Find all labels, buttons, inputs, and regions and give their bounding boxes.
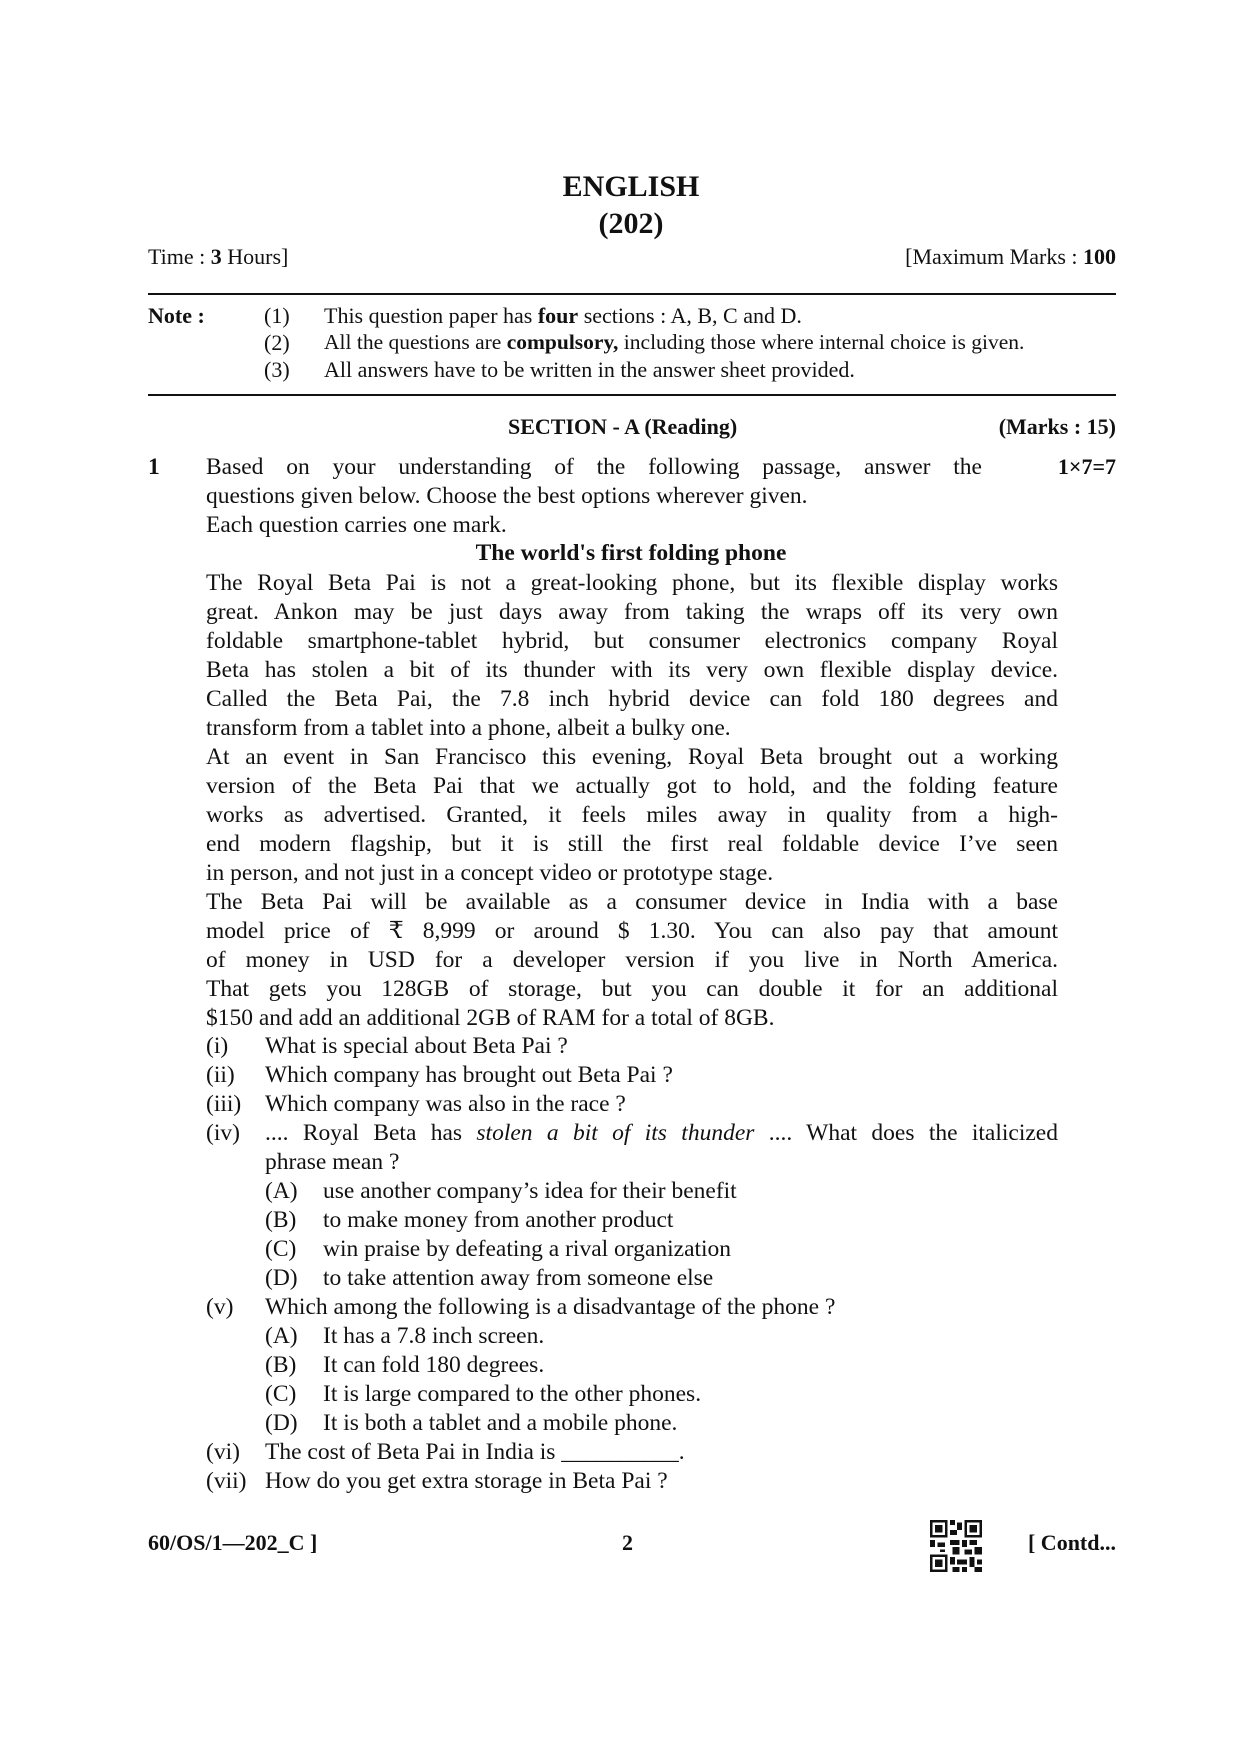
passage-line: The Beta Pai will be available as a consumer device in India with a base <box>206 889 1058 915</box>
passage-line: version of the Beta Pai that we actually got to hold, and the folding feature <box>206 773 1058 799</box>
sub-question-text: Which company was also in the race ? <box>265 1091 626 1117</box>
note-number: (2) <box>264 330 290 355</box>
question-marks: 1×7=7 <box>1057 454 1116 479</box>
bottom-divider <box>148 394 1116 396</box>
option-letter: (D) <box>265 1410 298 1436</box>
option-text: It has a 7.8 inch screen. <box>323 1323 545 1349</box>
sub-question-text-continued: phrase mean ? <box>265 1149 400 1175</box>
question-intro-line: Based on your understanding of the following passage, answer the <box>206 454 982 480</box>
sub-question-number: (iii) <box>206 1091 242 1117</box>
question-intro-line: Each question carries one mark. <box>206 512 507 538</box>
passage-line: model price of ₹ 8,999 or around $ 1.30. You can also pay that amount <box>206 918 1058 944</box>
note-number: (3) <box>264 357 290 382</box>
passage-line: foldable smartphone-tablet hybrid, but consumer electronics company Royal <box>206 628 1058 654</box>
option-letter: (C) <box>265 1381 297 1407</box>
passage-line: end modern flagship, but it is still the first real foldable device I’ve seen <box>206 831 1058 857</box>
option-text: use another company’s idea for their benefit <box>323 1178 737 1204</box>
option-text: It is large compared to the other phones. <box>323 1381 702 1407</box>
option-letter: (C) <box>265 1236 297 1262</box>
option-letter: (A) <box>265 1323 298 1349</box>
passage-line: of money in USD for a developer version if you live in North America. <box>206 947 1058 973</box>
top-divider <box>148 293 1116 295</box>
note-label: Note : <box>148 303 205 328</box>
passage-line: $150 and add an additional 2GB of RAM for a total of 8GB. <box>206 1005 775 1031</box>
passage-line: At an event in San Francisco this evening, Royal Beta brought out a working <box>206 744 1058 770</box>
option-text: It is both a tablet and a mobile phone. <box>323 1410 678 1436</box>
note-number: (1) <box>264 303 290 328</box>
passage-line: That gets you 128GB of storage, but you can double it for an additional <box>206 976 1058 1002</box>
passage-title: The world's first folding phone <box>475 540 787 566</box>
sub-question-number: (ii) <box>206 1062 235 1088</box>
page-number: 2 <box>622 1530 633 1555</box>
subject-code: (202) <box>598 207 664 240</box>
continued-label: [ Contd... <box>1027 1530 1116 1555</box>
paper-code: 60/OS/1—202_C ] <box>148 1530 318 1555</box>
question-intro-line: questions given below. Choose the best options wherever given. <box>206 483 808 509</box>
sub-question-text: How do you get extra storage in Beta Pai ? <box>265 1468 668 1494</box>
maximum-marks: [Maximum Marks : 100 <box>905 244 1116 269</box>
sub-question-number: (vii) <box>206 1468 247 1494</box>
sub-question-text: .... Royal Beta has stolen a bit of its thunder .... What does the italicized <box>265 1120 1058 1146</box>
option-letter: (B) <box>265 1352 297 1378</box>
passage-line: Called the Beta Pai, the 7.8 inch hybrid device can fold 180 degrees and <box>206 686 1058 712</box>
passage-line: transform from a tablet into a phone, albeit a bulky one. <box>206 715 731 741</box>
note-item: All answers have to be written in the answer sheet provided. <box>324 357 855 382</box>
option-letter: (D) <box>265 1265 298 1291</box>
sub-question-number: (vi) <box>206 1439 240 1465</box>
sub-question-text: Which company has brought out Beta Pai ? <box>265 1062 673 1088</box>
question-number: 1 <box>148 454 160 480</box>
sub-question-number: (iv) <box>206 1120 240 1146</box>
sub-question-text: What is special about Beta Pai ? <box>265 1033 568 1059</box>
passage-line: in person, and not just in a concept video or prototype stage. <box>206 860 774 886</box>
option-letter: (B) <box>265 1207 297 1233</box>
time-allowed: Time : 3 Hours] <box>148 244 289 269</box>
section-title: SECTION - A (Reading) <box>508 414 738 439</box>
note-item: All the questions are compulsory, including those where internal choice is given. <box>324 330 1025 354</box>
section-marks: (Marks : 15) <box>998 414 1116 439</box>
option-text: It can fold 180 degrees. <box>323 1352 545 1378</box>
passage-line: works as advertised. Granted, it feels miles away in quality from a high- <box>206 802 1058 828</box>
passage-line: The Royal Beta Pai is not a great-looking phone, but its flexible display works <box>206 570 1058 596</box>
sub-question-number: (i) <box>206 1033 229 1059</box>
sub-question-text: Which among the following is a disadvantage of the phone ? <box>265 1294 836 1320</box>
option-text: to make money from another product <box>323 1207 674 1233</box>
option-letter: (A) <box>265 1178 298 1204</box>
option-text: to take attention away from someone else <box>323 1265 714 1291</box>
note-item: This question paper has four sections : A, B, C and D. <box>324 303 802 328</box>
passage-line: great. Ankon may be just days away from taking the wraps off its very own <box>206 599 1058 625</box>
qr-code-icon <box>930 1520 982 1572</box>
option-text: win praise by defeating a rival organization <box>323 1236 732 1262</box>
passage-line: Beta has stolen a bit of its thunder with its very own flexible display device. <box>206 657 1058 683</box>
subject-title: ENGLISH <box>562 170 700 203</box>
sub-question-number: (v) <box>206 1294 234 1320</box>
sub-question-text: The cost of Beta Pai in India is __________. <box>265 1439 685 1465</box>
